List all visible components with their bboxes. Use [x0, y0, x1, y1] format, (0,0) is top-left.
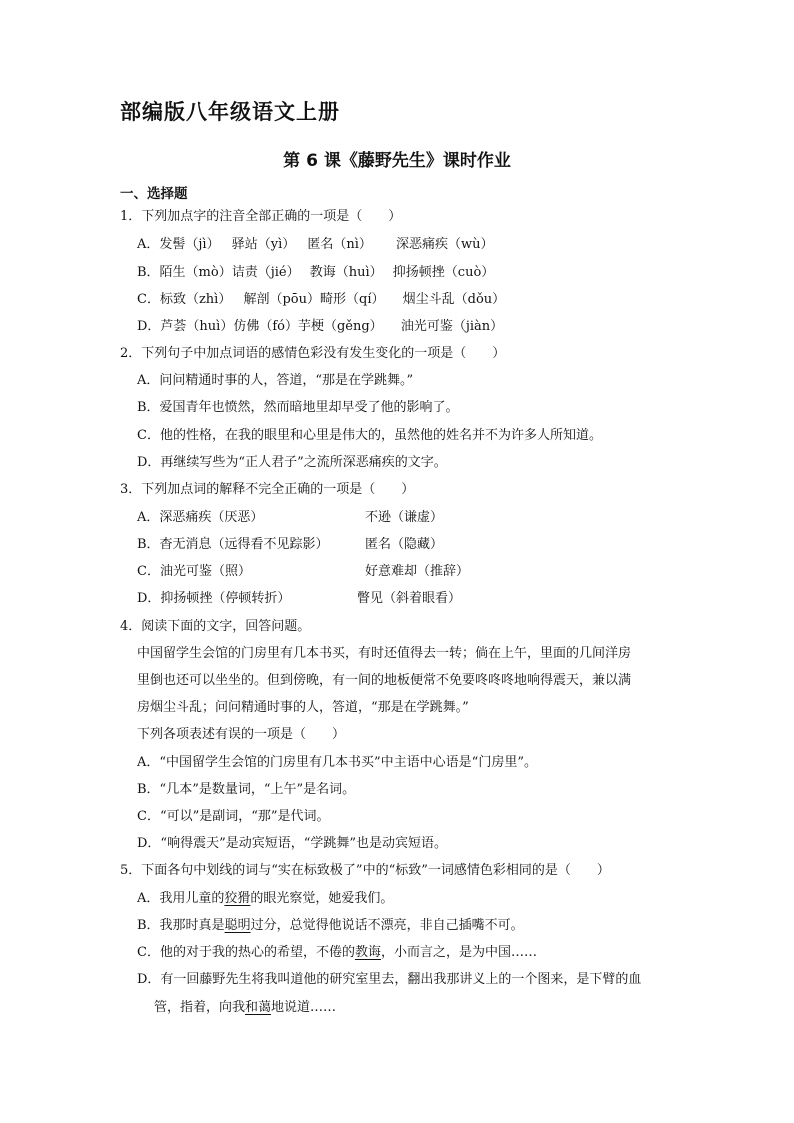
option-part: 教诲（huì） [309, 265, 383, 280]
question-4-option-d: D．“响得震天”是动宾短语，“学跳舞”也是动宾短语。 [137, 836, 448, 851]
option-part: C．标致（zhì） [137, 292, 232, 307]
question-5-option-d: D．有一回藤野先生将我叫道他的研究室里去，翻出我那讲义上的一个图来，是下臂的血 [137, 972, 642, 987]
question-3-option-d-right: 瞥见（斜着眼看） [357, 591, 462, 606]
question-4-option-a: A．“中国留学生会馆的门房里有几本书买”中主语中心语是“门房里”。 [137, 755, 537, 770]
option-part: 畸形（qí） [320, 292, 385, 307]
option-part: 诘责（jié） [231, 265, 300, 280]
question-5-stem: 5．下面各句中划线的词与“实在标致极了”中的“标致”一词感情色彩相同的是（ ） [120, 863, 610, 878]
option-part: 芋梗（gěng） [297, 319, 383, 334]
question-2-option-a: A．问问精通时事的人，答道，“那是在学跳舞。” [137, 373, 414, 388]
option-left: A．深恶痛疾（厌恶） [137, 510, 264, 525]
option-part: D．芦荟（huì） [137, 319, 234, 334]
question-4-prompt: 下列各项表述有误的一项是（ ） [137, 727, 346, 742]
option-part: 深恶痛疾（wù） [396, 237, 494, 252]
section-title: 一、选择题 [120, 186, 188, 202]
question-2-stem: 2．下列句子中加点词语的感情色彩没有发生变化的一项是（ ） [120, 346, 506, 361]
question-3-option-a [137, 509, 263, 527]
question-4-stem: 4．阅读下面的文字，回答问题。 [120, 619, 311, 634]
question-1-option-c [137, 291, 505, 309]
question-4-passage-line: 房烟尘斗乱；问问精通时事的人，答道，“那是在学跳舞。” [137, 700, 469, 715]
option-part: 匿名（nì） [307, 237, 372, 252]
question-2-option-c: C．他的性格，在我的眼里和心里是伟大的，虽然他的姓名并不为许多人所知道。 [137, 428, 602, 443]
document-header: 部编版八年级语文上册 [120, 100, 340, 124]
question-1-option-b [137, 264, 494, 282]
question-4-passage-line: 里倒也还可以坐坐的。但到傍晚，有一间的地板便常不免要咚咚咚地响得震天，兼以满 [137, 673, 632, 688]
option-text: C．他的对于我的热心的希望，不倦的 [137, 945, 355, 960]
option-text: 的眼光察觉，她爱我们。 [250, 891, 394, 906]
option-part: B．陌生（mò） [137, 265, 232, 280]
option-part: 油光可鉴（jiàn） [400, 319, 504, 334]
option-text: A．我用儿童的 [137, 891, 225, 906]
option-part: 烟尘斗乱（dǒu） [402, 292, 506, 307]
underlined-word: 狡猾 [224, 891, 251, 906]
underlined-word: 聪明 [224, 918, 251, 933]
question-4-passage-line: 中国留学生会馆的门房里有几本书买，有时还值得去一转；倘在上午，里面的几间洋房 [137, 646, 632, 661]
option-text: 地说道…… [271, 1000, 337, 1015]
question-3-option-b: B．杳无消息（远得看不见踪影） [137, 537, 329, 552]
question-5-option-b [137, 917, 524, 935]
underlined-word: 和蔼 [245, 1000, 272, 1015]
question-3-option-d: D．抑扬顿挫（停顿转折） [137, 591, 291, 606]
question-2-option-b: B．爱国青年也愤然，然而暗地里却早受了他的影响了。 [137, 400, 459, 415]
option-part: 解剖（pōu） [243, 292, 320, 307]
question-3-option-a-right: 不逊（谦虚） [365, 510, 444, 525]
question-4-option-b: B．“几本”是数量词，“上午”是名词。 [137, 782, 356, 797]
question-2-option-d: D．再继续写些为“正人君子”之流所深恶痛疾的文字。 [137, 455, 447, 470]
question-5-option-c [137, 944, 537, 962]
question-1-stem: 1．下列加点字的注音全部正确的一项是（ ） [120, 209, 402, 224]
question-3-option-c-right: 好意难却（推辞） [365, 564, 470, 579]
underlined-word: 教诲 [354, 945, 381, 960]
question-1-option-d [137, 318, 503, 336]
option-part: A．发髻（jì） [137, 237, 220, 252]
question-5-option-d-continued [154, 999, 336, 1017]
question-5-option-a [137, 890, 393, 908]
option-part: 抑扬顿挫（cuò） [392, 265, 495, 280]
question-1-option-a [137, 236, 494, 254]
question-3-option-b-right: 匿名（隐藏） [365, 537, 444, 552]
option-part: 仿佛（fó） [233, 319, 298, 334]
question-3-option-c: C．油光可鉴（照） [137, 564, 251, 579]
option-text: 过分，总觉得他说话不漂亮，非自己插嘴不可。 [250, 918, 524, 933]
question-4-option-c: C．“可以”是副词，“那”是代词。 [137, 809, 330, 824]
option-text: 管，指着，向我 [154, 1000, 246, 1015]
question-3-stem: 3．下列加点词的解释不完全正确的一项是（ ） [120, 482, 415, 497]
option-text: B．我那时真是 [137, 918, 225, 933]
option-text: ，小而言之，是为中国…… [380, 945, 537, 960]
option-part: 驿站（yì） [231, 237, 296, 252]
lesson-title: 第 6 课《藤野先生》课时作业 [283, 151, 511, 171]
